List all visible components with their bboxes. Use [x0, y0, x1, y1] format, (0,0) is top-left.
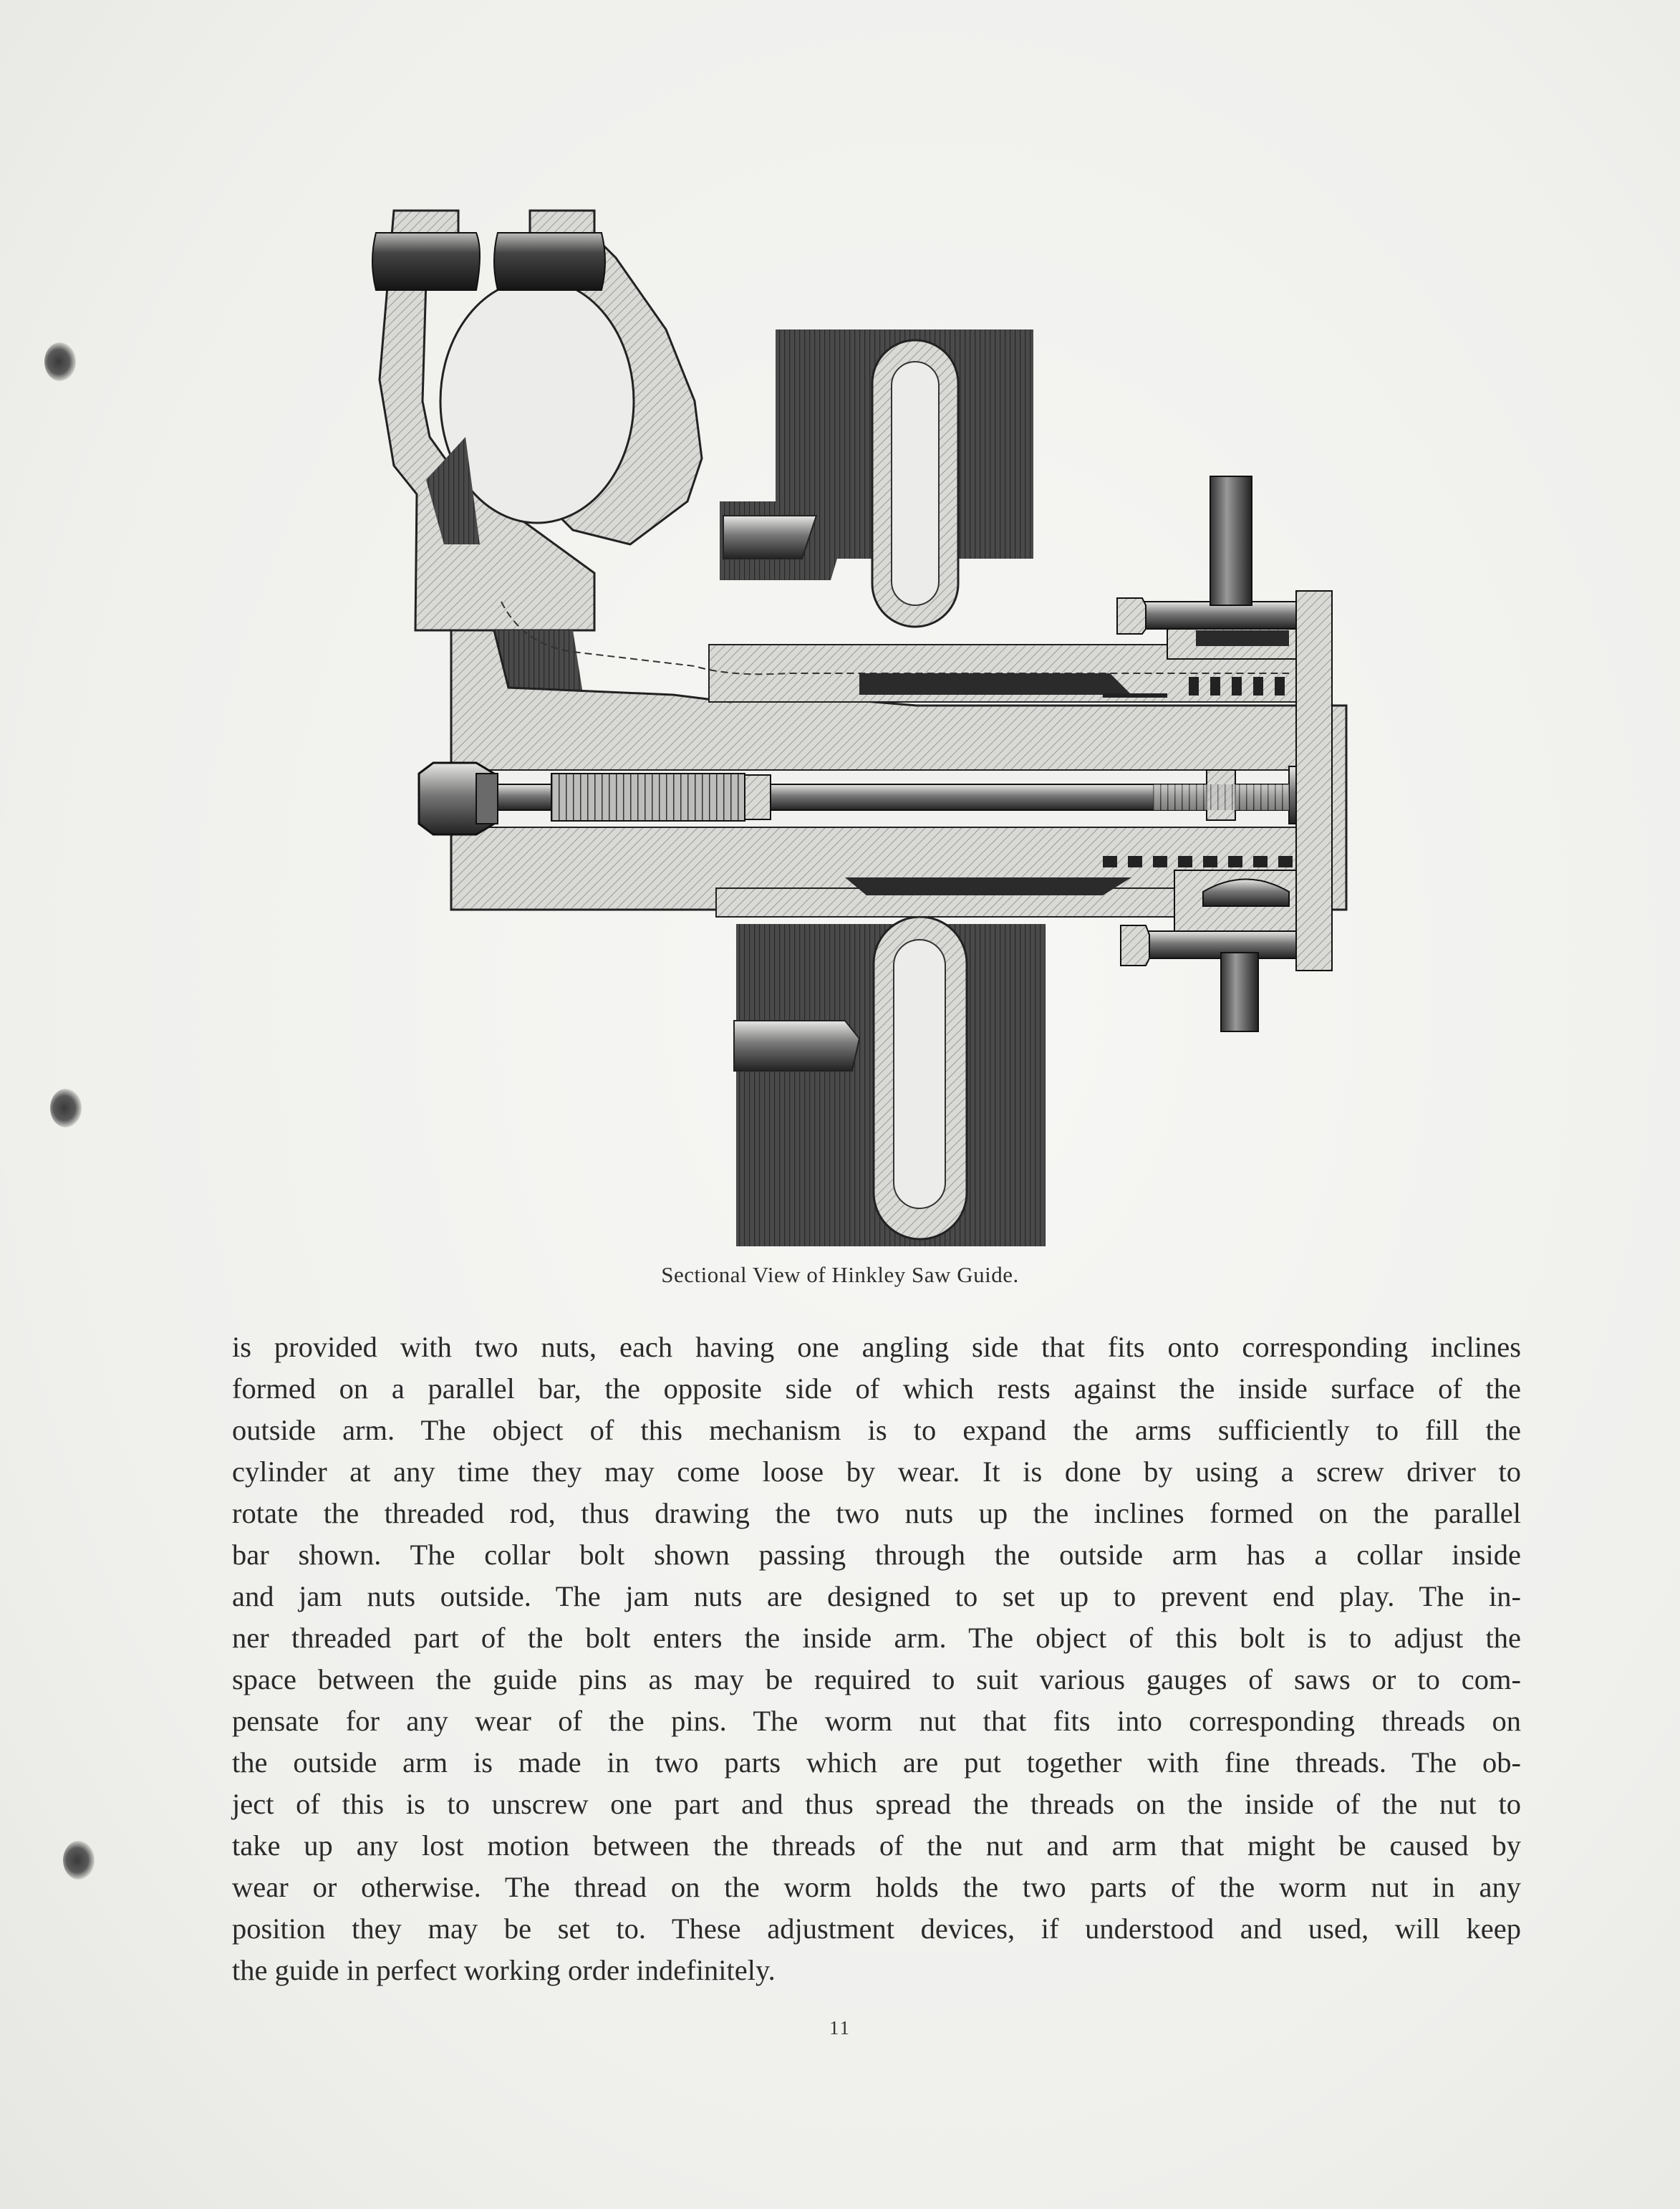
body-line: ner threaded part of the bolt enters the inside arm. The object of this bolt is to adjust the	[232, 1622, 1521, 1654]
punch-hole-top	[44, 342, 76, 381]
body-line: outside arm. The object of this mechanism is to expand the arms sufficiently to fill the	[232, 1414, 1521, 1446]
body-line: is provided with two nuts, each having one angling side that fits onto corresponding inclines	[232, 1331, 1521, 1363]
body-line: the outside arm is made in two parts which are put together with fine threads. The ob-	[232, 1746, 1521, 1779]
body-line: space between the guide pins as may be required to suit various gauges of saws or to com-	[232, 1663, 1521, 1695]
body-line: ject of this is to unscrew one part and thus spread the threads on the inside of the nut to	[232, 1788, 1521, 1820]
punch-hole-bottom	[63, 1841, 95, 1880]
body-line: wear or otherwise. The thread on the worm holds the two parts of the worm nut in any	[232, 1871, 1521, 1903]
body-line: bar shown. The collar bolt shown passing through the outside arm has a collar inside	[232, 1539, 1521, 1571]
body-line: position they may be set to. These adjustment devices, if understood and used, will keep	[232, 1912, 1521, 1945]
body-line: and jam nuts outside. The jam nuts are designed to set up to prevent end play. The in-	[232, 1580, 1521, 1612]
figure-caption: Sectional View of Hinkley Saw Guide.	[661, 1262, 1019, 1287]
body-line: the guide in perfect working order indefinitely.	[232, 1954, 776, 1986]
saw-guide-sectional-illustration	[358, 201, 1361, 1246]
page-number: 11	[829, 2017, 851, 2039]
body-line: cylinder at any time they may come loose by wear. It is done by using a screw driver to	[232, 1455, 1521, 1488]
body-line: take up any lost motion between the threads of the nut and arm that might be caused by	[232, 1829, 1521, 1862]
punch-hole-middle	[50, 1089, 82, 1127]
body-line: formed on a parallel bar, the opposite side of which rests against the inside surface of the	[232, 1372, 1521, 1405]
body-line: pensate for any wear of the pins. The worm nut that fits into corresponding threads on	[232, 1705, 1521, 1737]
body-paragraph	[232, 1327, 1521, 1991]
body-line: rotate the threaded rod, thus drawing the two nuts up the inclines formed on the parallel	[232, 1497, 1521, 1529]
